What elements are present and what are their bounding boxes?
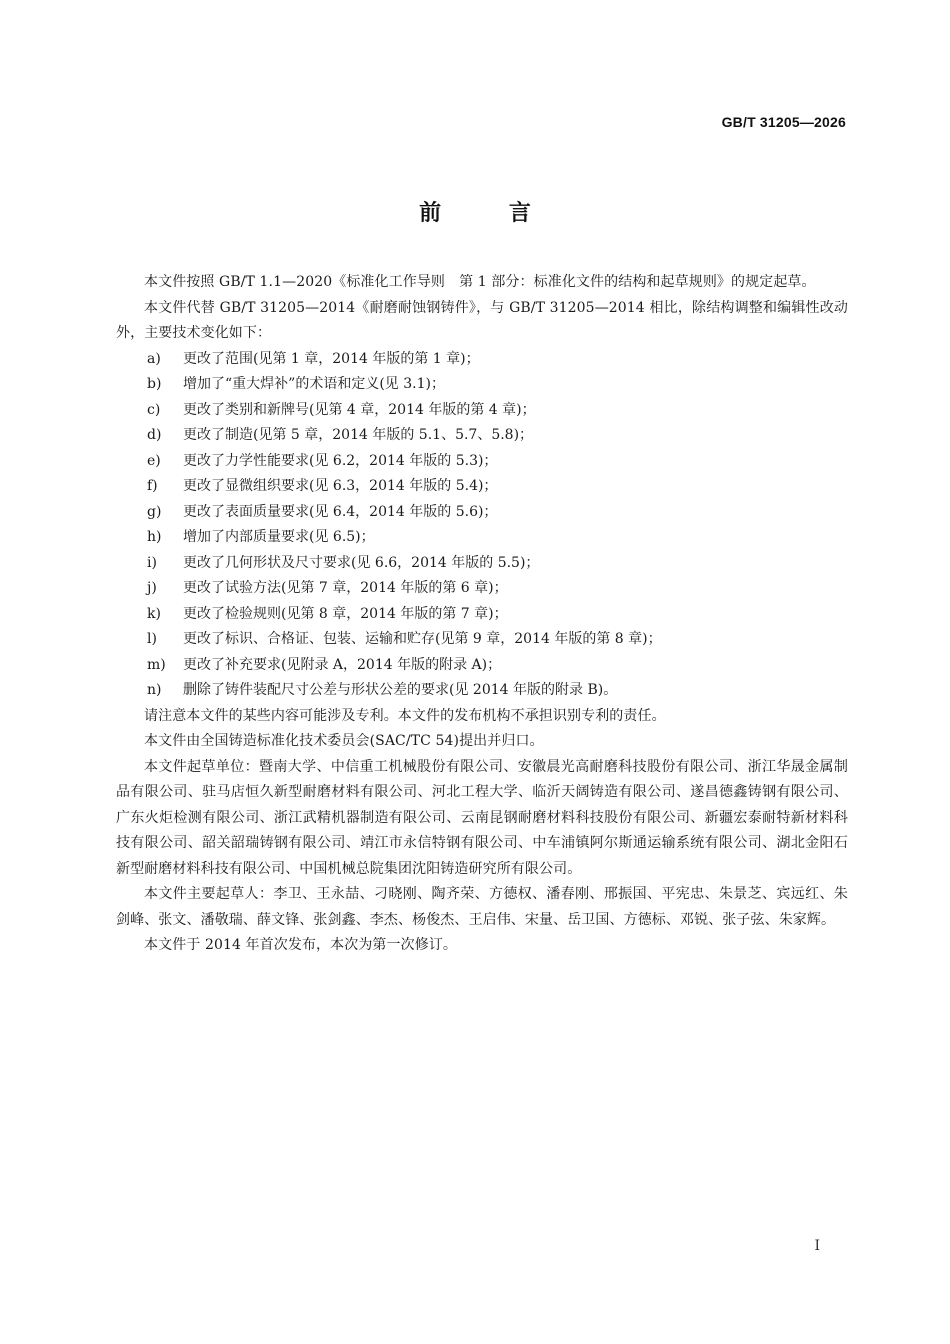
list-marker: d): [147, 427, 162, 443]
paragraph-committee: 本文件由全国铸造标准化技术委员会(SAC/TC 54)提出并归口。: [144, 733, 544, 749]
list-item: [116, 500, 848, 526]
list-marker: m): [147, 656, 166, 673]
list-item-text: 增加了内部质量要求(见 6.5)；: [183, 529, 375, 545]
list-marker: l): [147, 631, 157, 647]
list-item: [116, 653, 848, 679]
paragraph-replacement: 本文件代替 GB/T 31205—2014《耐磨耐蚀钢铸件》，与 GB/T 31205—2014 相比，除结构调整和编辑性改动外，主要技术变化如下：: [116, 299, 848, 341]
list-marker: g): [147, 503, 162, 520]
page-title: 前 言: [419, 201, 561, 226]
list-item-text: 更改了表面质量要求(见 6.4，2014 年版的 5.6)；: [183, 503, 498, 520]
paragraph-drafting-rules: 本文件按照 GB/T 1.1—2020《标准化工作导则 第 1 部分：标准化文件的结构和起草规则》的规定起草。: [144, 274, 816, 290]
list-item-text: 更改了标识、合格证、包装、运输和贮存(见第 9 章，2014 年版的第 8 章)；: [183, 631, 662, 647]
standard-code: GB/T 31205—2026: [721, 114, 846, 130]
list-item-text: 更改了检验规则(见第 8 章，2014 年版的第 7 章)；: [183, 605, 508, 622]
page-number: I: [814, 1238, 820, 1254]
changes-list: [116, 347, 848, 704]
list-marker: f): [147, 478, 158, 494]
list-marker: b): [147, 376, 162, 392]
list-item-text: 增加了“重大焊补”的术语和定义(见 3.1)；: [183, 376, 445, 392]
list-item-text: 更改了显微组织要求(见 6.3，2014 年版的 5.4)；: [183, 478, 498, 494]
list-marker: c): [147, 401, 161, 418]
list-item-text: 更改了试验方法(见第 7 章，2014 年版的第 6 章)；: [183, 580, 508, 596]
list-marker: h): [147, 529, 162, 545]
list-item: [116, 551, 848, 577]
list-marker: k): [147, 605, 161, 622]
paragraph-drafters: 本文件主要起草人：李卫、王永喆、刁晓刚、陶齐荣、方德权、潘春刚、邢振国、平宪忠、朱景芝、宾远红、朱剑峰、张文、潘敬瑞、薛文锋、张剑鑫、李杰、杨俊杰、王启伟、宋量、岳卫国、方德标、邓锐、张子弦、朱家辉。: [116, 886, 848, 928]
list-item: [116, 576, 848, 602]
list-item: [116, 449, 848, 475]
list-item: [116, 423, 848, 449]
paragraph-history: 本文件于 2014 年首次发布，本次为第一次修订。: [144, 937, 458, 953]
paragraph-drafting-units: 本文件起草单位：暨南大学、中信重工机械股份有限公司、安徽晨光高耐磨科技股份有限公司、浙江华晟金属制品有限公司、驻马店恒久新型耐磨材料有限公司、河北工程大学、临沂天阔铸造有限公司、遂昌德鑫铸钢有限公司、广东火炬检测有限公司、浙江武精机器制造有限公司、云南昆钢耐磨材料科技股份有限公司、新疆宏泰耐特新材料科技有限公司、韶关韶瑞铸钢有限公司、靖江市永信特钢有限公司、中车浦镇阿尔斯通运输系统有限公司、湖北金阳石新型耐磨材料科技有限公司、中国机械总院集团沈阳铸造研究所有限公司。: [116, 758, 848, 877]
list-item-text: 更改了力学性能要求(见 6.2，2014 年版的 5.3)；: [183, 452, 498, 469]
list-marker: j): [147, 580, 157, 596]
list-item-text: 更改了制造(见第 5 章，2014 年版的 5.1、5.7、5.8)；: [183, 427, 534, 443]
list-item-text: 删除了铸件装配尺寸公差与形状公差的要求(见 2014 年版的附录 B)。: [183, 682, 618, 698]
list-marker: n): [147, 682, 162, 698]
list-item: [116, 678, 848, 704]
list-marker: e): [147, 452, 161, 469]
list-marker: i): [147, 554, 157, 571]
list-item: [116, 372, 848, 398]
list-item-text: 更改了范围(见第 1 章，2014 年版的第 1 章)；: [183, 350, 480, 367]
list-item: [116, 474, 848, 500]
list-item-text: 更改了类别和新牌号(见第 4 章，2014 年版的第 4 章)；: [183, 401, 536, 418]
list-marker: a): [147, 350, 161, 367]
paragraph-patent-notice: 请注意本文件的某些内容可能涉及专利。本文件的发布机构不承担识别专利的责任。: [144, 707, 666, 724]
list-item: [116, 627, 848, 653]
list-item: [116, 347, 848, 373]
list-item: [116, 525, 848, 551]
list-item: [116, 602, 848, 628]
list-item-text: 更改了补充要求(见附录 A，2014 年版的附录 A)；: [183, 656, 502, 673]
list-item: [116, 398, 848, 424]
document-body: [116, 270, 848, 959]
list-item-text: 更改了几何形状及尺寸要求(见 6.6，2014 年版的 5.5)；: [183, 554, 540, 571]
